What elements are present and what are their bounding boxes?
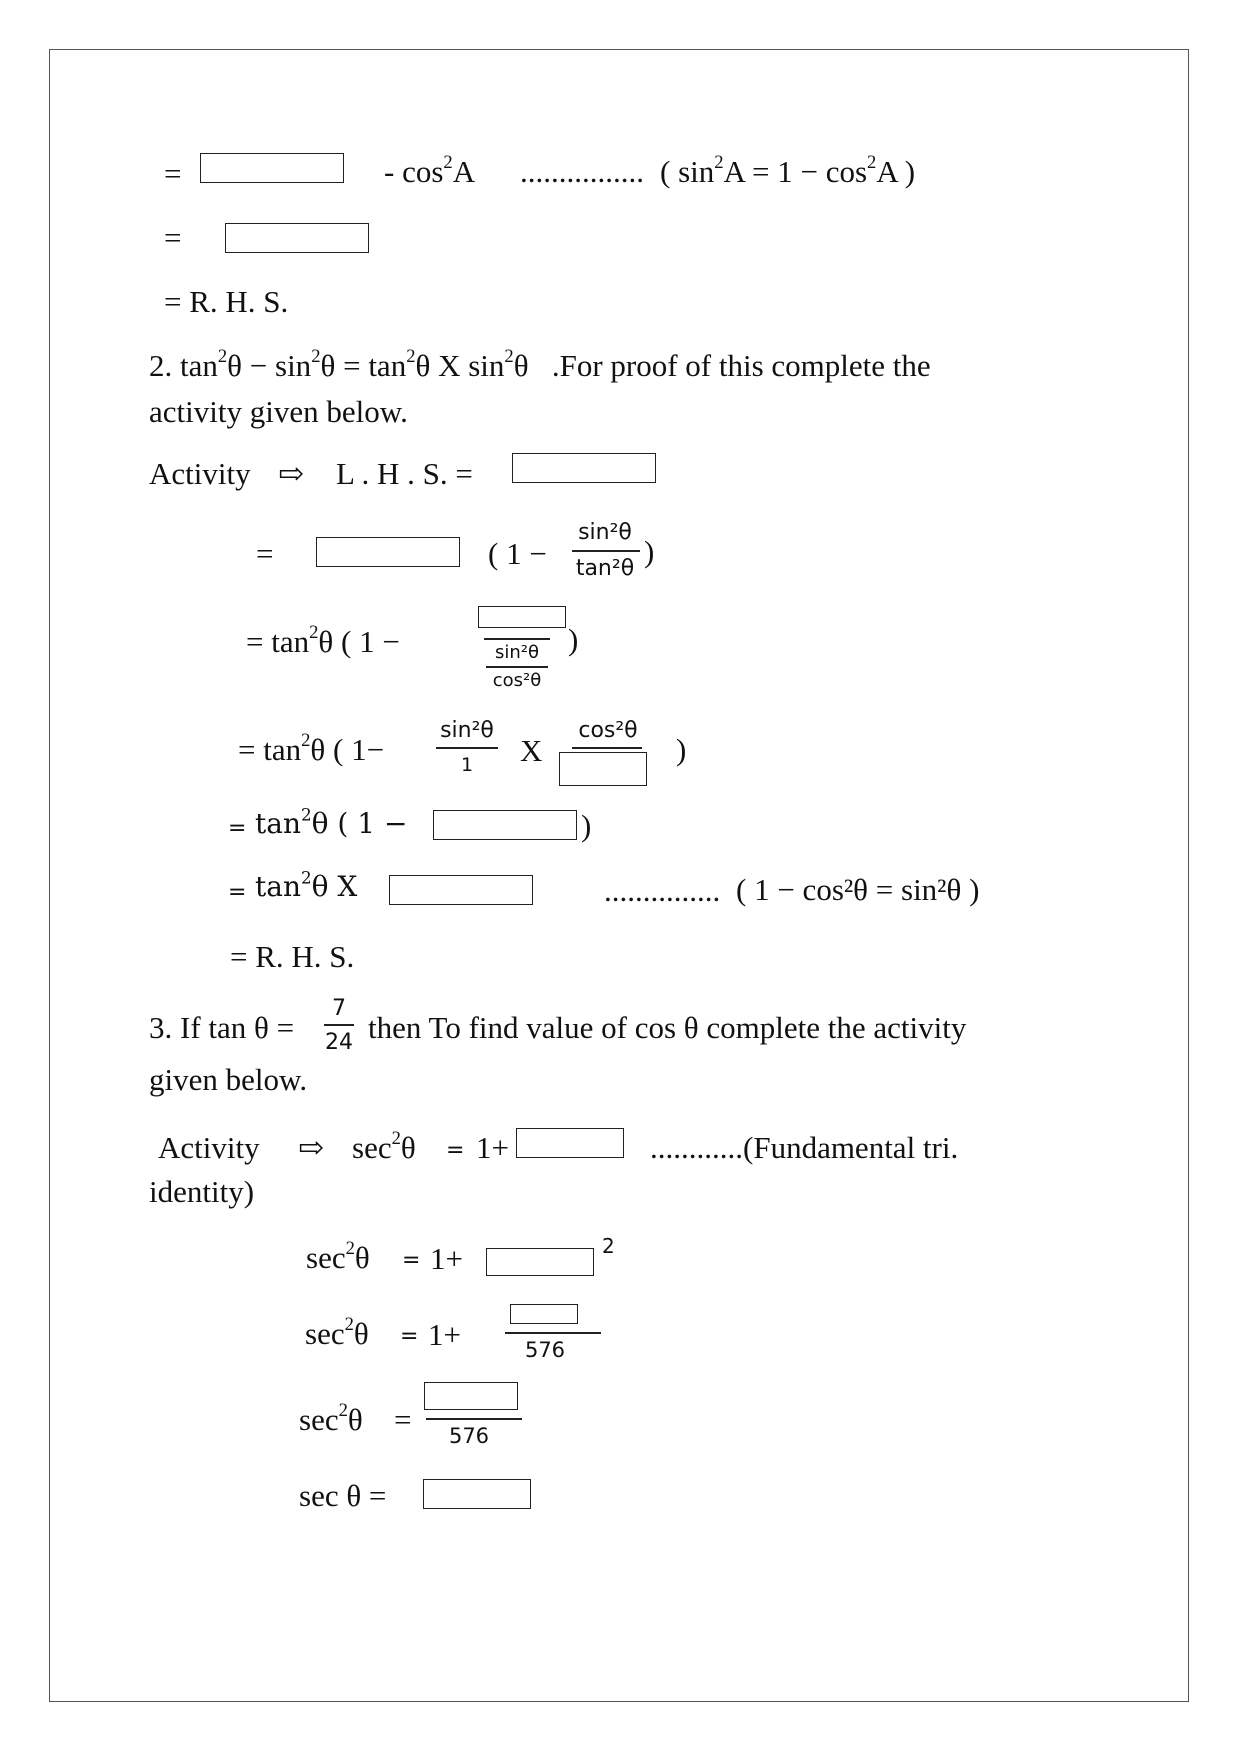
line1-term: - $\cos^2A$: [384, 152, 476, 189]
t2-fraction-bar: [505, 1332, 601, 1334]
step3-inner-den: cos²θ: [492, 670, 542, 691]
step3-close: ): [568, 622, 579, 657]
step3-left: = $\tan^2\theta$ ( 1 −: [246, 622, 400, 659]
answer-box-13[interactable]: [423, 1479, 531, 1509]
step4-close: ): [676, 732, 687, 767]
implies-arrow-icon: ⇨: [278, 456, 304, 491]
step4-left: = $\tan^2\theta$ ( 1−: [238, 730, 385, 767]
answer-box-3[interactable]: [512, 453, 656, 483]
t3-equals: =: [394, 1402, 412, 1437]
step6-equals: =: [228, 880, 247, 905]
t2-denominator: 576: [524, 1338, 566, 1362]
step4-times: X: [520, 733, 543, 768]
t2-equals: =: [400, 1324, 419, 1349]
step3-inner-bar: [486, 666, 548, 668]
step3-outer-bar: [484, 638, 550, 640]
step6-dots: ...............: [604, 873, 721, 908]
answer-box-12[interactable]: [424, 1382, 518, 1410]
t1-plus: 1+: [430, 1241, 463, 1276]
step4-bar1: [436, 747, 498, 749]
t3-sec: $\sec^2\theta$: [299, 1400, 363, 1437]
implies-arrow-icon-2: ⇨: [298, 1130, 324, 1165]
step5-equals: =: [228, 816, 247, 841]
t1-square: 2: [602, 1234, 615, 1258]
activity-label: Activity: [149, 456, 251, 491]
answer-box-5[interactable]: [478, 606, 566, 628]
t2-plus: 1+: [428, 1317, 461, 1352]
line3-rhs: = R. H. S.: [164, 284, 289, 319]
answer-box-1[interactable]: [200, 153, 344, 183]
answer-box-11[interactable]: [510, 1304, 578, 1324]
answer-box-4[interactable]: [316, 537, 460, 567]
step3-inner-num: sin²θ: [494, 642, 539, 663]
step2-denominator: tan²θ: [575, 556, 635, 581]
t3-denominator: 576: [448, 1424, 490, 1448]
question-2-line1: 2. $\tan^2\theta - \sin^2\theta = \tan^2\theta$ X $\sin^2\theta$ .For proof of this complete the: [149, 346, 931, 383]
activity3-dots: ............(Fundamental tri.: [650, 1130, 959, 1165]
q3-fraction-bar: [324, 1024, 354, 1026]
t2-sec: $\sec^2\theta$: [305, 1314, 369, 1351]
step7-rhs: = R. H. S.: [230, 939, 355, 974]
question-3-lead: 3. If tan θ =: [149, 1010, 295, 1045]
step2-fraction-bar: [572, 550, 640, 552]
answer-box-2[interactable]: [225, 223, 369, 253]
step4-den1: 1: [460, 754, 474, 776]
step6-note: ( 1 − cos²θ = sin²θ ): [736, 872, 980, 907]
t4-sec-theta: sec θ =: [299, 1478, 387, 1513]
line1-note: ( $\sin^2A = 1 - \cos^2A$ ): [660, 152, 916, 189]
step4-num1: sin²θ: [440, 718, 494, 743]
step6-left: $\tan^2\theta$ X: [255, 867, 358, 903]
activity3-label: Activity: [158, 1130, 260, 1165]
step2-open: ( 1 −: [488, 536, 547, 571]
line2-equals: =: [164, 220, 182, 255]
t1-equals: =: [402, 1248, 421, 1273]
line1-dots: ................: [520, 154, 644, 189]
answer-box-9[interactable]: [516, 1128, 624, 1158]
question-3-line2: given below.: [149, 1062, 308, 1097]
q3-denominator: 24: [325, 1030, 353, 1055]
question-3-tail: then To find value of cos θ complete the activity: [368, 1010, 967, 1045]
activity3-line2: identity): [149, 1174, 255, 1209]
step2-numerator: sin²θ: [578, 520, 632, 545]
t1-sec: $\sec^2\theta$: [306, 1238, 370, 1275]
step4-bar2: [572, 747, 642, 749]
step4-num2: cos²θ: [578, 718, 638, 743]
step2-close: ): [644, 534, 655, 569]
step5-close: ): [581, 808, 592, 843]
answer-box-6[interactable]: [559, 752, 647, 786]
t3-fraction-bar: [426, 1418, 522, 1420]
activity3-sec: $\sec^2\theta$: [352, 1128, 416, 1165]
line1-equals: =: [164, 156, 182, 191]
question-2-line2: activity given below.: [149, 394, 408, 429]
activity3-equals: =: [446, 1138, 465, 1163]
step5-left: $\tan^2\theta$ ( 1 −: [255, 804, 408, 840]
answer-box-8[interactable]: [389, 875, 533, 905]
lhs-label: L . H . S. =: [336, 456, 473, 491]
step2-equals: =: [256, 536, 274, 571]
answer-box-10[interactable]: [486, 1248, 594, 1276]
answer-box-7[interactable]: [433, 810, 577, 840]
q3-numerator: 7: [332, 996, 346, 1021]
activity3-plus: 1+: [476, 1130, 509, 1165]
